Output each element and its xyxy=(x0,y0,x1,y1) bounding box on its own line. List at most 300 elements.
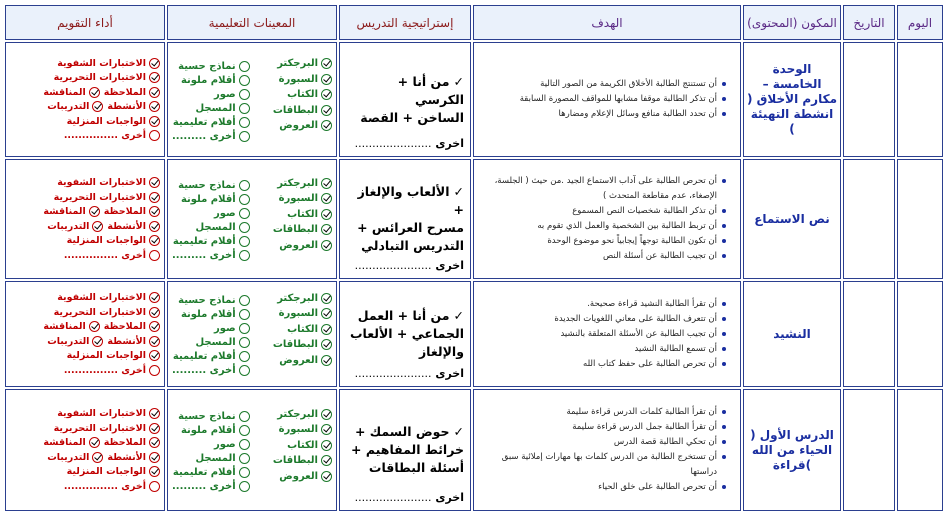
evaluation-label: الملاحظة xyxy=(103,86,146,98)
evaluation-label: أخرى ............... xyxy=(63,130,146,142)
evaluation-label: التدريبات xyxy=(47,451,90,463)
checked-circle-icon[interactable] xyxy=(321,105,332,116)
material-option[interactable] xyxy=(273,176,332,192)
strategy-line xyxy=(346,219,464,237)
checked-circle-icon[interactable] xyxy=(321,409,332,420)
material-label: أقلام ملونة xyxy=(180,74,236,86)
materials-cell xyxy=(167,42,337,157)
checked-circle-icon[interactable] xyxy=(321,471,332,482)
component-cell: النشيد xyxy=(743,281,841,387)
evaluation-line xyxy=(67,234,160,249)
goal-item: أن تربط الطالبة بين الشخصية والعمل الذي تقوم به xyxy=(478,219,726,234)
material-label: أقلام ملونة xyxy=(180,425,236,436)
checked-circle-icon[interactable] xyxy=(321,355,332,366)
evaluation-line xyxy=(54,305,160,320)
material-label: صور xyxy=(214,439,236,450)
material-option[interactable] xyxy=(273,291,332,307)
day-cell[interactable] xyxy=(897,42,943,157)
checked-circle-icon[interactable] xyxy=(321,240,332,251)
strategy-line xyxy=(346,423,464,441)
material-option[interactable] xyxy=(172,73,250,87)
checked-circle-icon[interactable] xyxy=(89,87,100,98)
evaluation-label: الاختبارات الشفوية xyxy=(57,408,146,420)
material-label: العروض xyxy=(279,470,318,482)
empty-circle-icon[interactable] xyxy=(239,236,250,247)
strategy-line-text: خرائط المفاهيم + xyxy=(351,442,464,457)
empty-circle-icon[interactable] xyxy=(239,439,250,450)
evaluation-label: التدريبات xyxy=(47,220,90,232)
empty-circle-icon[interactable] xyxy=(239,250,250,261)
material-option[interactable] xyxy=(172,249,250,263)
material-label: العروض xyxy=(279,354,318,366)
evaluation-label: الاختبارات التحريرية xyxy=(53,306,146,318)
evaluation-label: الاختبارات التحريرية xyxy=(53,422,146,434)
materials-cell xyxy=(167,389,337,511)
empty-circle-icon[interactable] xyxy=(239,89,250,100)
checked-circle-icon[interactable] xyxy=(321,120,332,131)
goal-item: أن تقرأ الطالبة جمل الدرس قراءة سليمة xyxy=(478,420,726,435)
goal-item: أن تذكر الطالبة موقفا مشابها للمواقف المصورة السابقة xyxy=(478,92,726,107)
check-icon: ✓ xyxy=(453,184,464,199)
material-option[interactable] xyxy=(273,438,332,454)
material-label: صور xyxy=(214,323,236,334)
strategy-other-dots: ...................... xyxy=(354,259,432,272)
evaluation-label: أخرى ............... xyxy=(63,364,146,376)
material-option[interactable] xyxy=(172,294,250,308)
empty-circle-icon[interactable] xyxy=(239,75,250,86)
checked-circle-icon[interactable] xyxy=(149,72,160,83)
checked-circle-icon[interactable] xyxy=(149,206,160,217)
evaluation-label: الأنشطة xyxy=(107,101,146,113)
material-option[interactable] xyxy=(273,87,332,103)
strategy-line xyxy=(346,325,464,343)
material-label: الكتاب xyxy=(287,439,318,451)
material-option[interactable] xyxy=(273,118,332,134)
material-option[interactable] xyxy=(172,350,250,364)
materials-unchecked-column xyxy=(172,291,250,378)
date-cell[interactable] xyxy=(843,159,895,279)
material-option[interactable] xyxy=(273,72,332,88)
evaluation-line xyxy=(57,56,160,71)
checked-circle-icon[interactable] xyxy=(321,440,332,451)
goal-item: أن تكون الطالبة توجهاً إيجابياً نحو موضوع الوحدة xyxy=(478,234,726,249)
header-evaluation: أداء التقويم xyxy=(5,5,165,40)
material-label: أخرى ......... xyxy=(172,481,236,492)
evaluation-label: أخرى ............... xyxy=(63,249,146,261)
material-label: الكتاب xyxy=(287,208,318,220)
checked-circle-icon[interactable] xyxy=(149,423,160,434)
material-option[interactable] xyxy=(172,59,250,73)
plan-row xyxy=(5,42,943,157)
strategy-line-text: الجماعي + الألعاب xyxy=(349,326,464,341)
day-cell[interactable] xyxy=(897,281,943,387)
material-label: أفلام تعليمية xyxy=(172,467,236,478)
material-label: أخرى ......... xyxy=(172,130,236,142)
material-label: الكتاب xyxy=(287,323,318,335)
strategy-cell xyxy=(339,42,471,157)
evaluation-line xyxy=(54,190,160,205)
checked-circle-icon[interactable] xyxy=(149,452,160,463)
checked-circle-icon[interactable] xyxy=(149,192,160,203)
goal-item: أن تستخرج الطالبة من الدرس كلمات بها مهارات إملائية سبق دراستها xyxy=(478,450,726,480)
materials-checked-column xyxy=(273,291,332,378)
checked-circle-icon[interactable] xyxy=(149,221,160,232)
checked-circle-icon[interactable] xyxy=(149,116,160,127)
evaluation-label: المناقشة xyxy=(43,437,86,449)
checked-circle-icon[interactable] xyxy=(92,101,103,112)
material-option[interactable] xyxy=(273,207,332,223)
material-option[interactable] xyxy=(172,452,250,466)
goal-item: ان تجيب الطالبة عن أسئلة النص xyxy=(478,249,726,264)
strategy-text xyxy=(346,73,464,127)
evaluation-line xyxy=(54,71,160,86)
material-option[interactable] xyxy=(172,235,250,249)
goal-item: أن تذكر الطالبة شخصيات النص المسموع xyxy=(478,204,726,219)
material-option[interactable] xyxy=(273,337,332,353)
header-day: اليوم xyxy=(897,5,943,40)
empty-circle-icon[interactable] xyxy=(239,61,250,72)
materials-checked-column xyxy=(273,176,332,263)
evaluation-line xyxy=(64,129,160,144)
evaluation-list xyxy=(10,291,160,378)
materials-unchecked-column xyxy=(172,56,250,143)
plan-row xyxy=(5,389,943,511)
checked-circle-icon[interactable] xyxy=(321,224,332,235)
checked-circle-icon[interactable] xyxy=(321,193,332,204)
goal-list xyxy=(478,77,736,122)
empty-circle-icon[interactable] xyxy=(239,103,250,114)
material-option[interactable] xyxy=(172,322,250,336)
checked-circle-icon[interactable] xyxy=(149,292,160,303)
material-label: أفلام تعليمية xyxy=(172,351,236,362)
evaluation-line xyxy=(47,334,160,349)
material-option[interactable] xyxy=(273,407,332,423)
material-option[interactable] xyxy=(273,353,332,369)
material-label: أقلام ملونة xyxy=(180,194,236,205)
checked-circle-icon[interactable] xyxy=(321,74,332,85)
material-label: السبورة xyxy=(278,424,318,436)
material-option[interactable] xyxy=(273,56,332,72)
evaluation-cell xyxy=(5,389,165,511)
material-label: البرجكتر xyxy=(277,58,318,70)
evaluation-line xyxy=(67,465,160,480)
date-cell[interactable] xyxy=(843,389,895,511)
material-option[interactable] xyxy=(172,410,250,424)
strategy-other-dots: ...................... xyxy=(354,367,432,380)
empty-circle-icon[interactable] xyxy=(239,337,250,348)
strategy-other[interactable] xyxy=(344,259,464,272)
strategy-line-text: الساخن + القصة xyxy=(360,109,464,125)
evaluation-line xyxy=(64,248,160,263)
strategy-line-text: والإلغاز xyxy=(418,344,464,359)
material-option[interactable] xyxy=(273,422,332,438)
evaluation-list xyxy=(10,407,160,494)
empty-circle-icon[interactable] xyxy=(149,250,160,261)
strategy-other[interactable] xyxy=(344,367,464,380)
component-cell: نص الاستماع xyxy=(743,159,841,279)
goal-item: أن تحدد الطالبة منافع وسائل الإعلام ومضارها xyxy=(478,107,726,122)
strategy-line-text: أسئلة البطاقات xyxy=(368,460,464,475)
checked-circle-icon[interactable] xyxy=(321,339,332,350)
goal-item: أن تجيب الطالبة عن الأسئلة المتعلقة بالنشيد xyxy=(478,327,726,342)
empty-circle-icon[interactable] xyxy=(239,194,250,205)
evaluation-label: الواجبات المنزلية xyxy=(66,115,146,127)
strategy-line-text: من أنا + الكرسي xyxy=(397,73,464,107)
strategy-line xyxy=(346,459,464,477)
checked-circle-icon[interactable] xyxy=(149,235,160,246)
goal-list xyxy=(478,174,736,264)
material-option[interactable] xyxy=(172,179,250,193)
material-option[interactable] xyxy=(172,129,250,143)
material-option[interactable] xyxy=(172,480,250,494)
checked-circle-icon[interactable] xyxy=(149,336,160,347)
empty-circle-icon[interactable] xyxy=(239,131,250,142)
header-row xyxy=(5,5,943,40)
empty-circle-icon[interactable] xyxy=(239,365,250,376)
empty-circle-icon[interactable] xyxy=(239,222,250,233)
material-option[interactable] xyxy=(273,322,332,338)
strategy-text xyxy=(346,423,464,477)
checked-circle-icon[interactable] xyxy=(149,87,160,98)
evaluation-label: الاختبارات الشفوية xyxy=(57,57,146,69)
goal-item: أن تحرص الطالبة على آداب الاستماع الجيد .من حيث ( الجلسة، الإصغاء، عدم مقاطعة المتحدث ) xyxy=(478,174,726,204)
strategy-cell xyxy=(339,281,471,387)
materials-unchecked-column xyxy=(172,176,250,263)
goal-cell xyxy=(473,389,741,511)
material-option[interactable] xyxy=(273,453,332,469)
evaluation-label: الملاحظة xyxy=(103,437,146,449)
evaluation-list xyxy=(10,56,160,143)
evaluation-label: الواجبات المنزلية xyxy=(66,350,146,362)
material-label: المسجل xyxy=(195,453,236,464)
strategy-line-text: حوض السمك + xyxy=(354,424,450,439)
material-option[interactable] xyxy=(172,424,250,438)
empty-circle-icon[interactable] xyxy=(239,453,250,464)
checked-circle-icon[interactable] xyxy=(149,321,160,332)
goal-item: أن تقرأ الطالبة كلمات الدرس قراءة سليمة xyxy=(478,405,726,420)
material-label: السبورة xyxy=(278,308,318,320)
plan-row xyxy=(5,281,943,387)
checked-circle-icon[interactable] xyxy=(321,308,332,319)
component-cell: الوحدة الخامسة – مكارم الأخلاق ( انشطة التهيئة ) xyxy=(743,42,841,157)
evaluation-line xyxy=(57,407,160,422)
materials-cell xyxy=(167,281,337,387)
checked-circle-icon[interactable] xyxy=(89,321,100,332)
checked-circle-icon[interactable] xyxy=(321,58,332,69)
evaluation-cell xyxy=(5,42,165,157)
evaluation-label: الواجبات المنزلية xyxy=(66,235,146,247)
check-icon: ✓ xyxy=(453,73,464,89)
check-icon: ✓ xyxy=(453,424,464,439)
evaluation-line xyxy=(47,219,160,234)
material-option[interactable] xyxy=(172,364,250,378)
goal-list xyxy=(478,405,736,495)
material-option[interactable] xyxy=(273,238,332,254)
empty-circle-icon[interactable] xyxy=(239,117,250,128)
empty-circle-icon[interactable] xyxy=(239,351,250,362)
evaluation-list xyxy=(10,176,160,263)
material-option[interactable] xyxy=(172,466,250,480)
empty-circle-icon[interactable] xyxy=(239,481,250,492)
evaluation-label: المناقشة xyxy=(43,206,86,218)
material-option[interactable] xyxy=(172,193,250,207)
day-cell[interactable] xyxy=(897,389,943,511)
evaluation-line xyxy=(47,450,160,465)
date-cell[interactable] xyxy=(843,281,895,387)
evaluation-line xyxy=(67,114,160,129)
checked-circle-icon[interactable] xyxy=(321,324,332,335)
empty-circle-icon[interactable] xyxy=(239,467,250,478)
goal-item: أن تسمع الطالبة النشيد xyxy=(478,342,726,357)
header-materials: المعينات التعليمية xyxy=(167,5,337,40)
material-option[interactable] xyxy=(172,101,250,115)
evaluation-line xyxy=(64,363,160,378)
material-option[interactable] xyxy=(172,87,250,101)
goal-item: أن تحرص الطالبة على خلق الحياء xyxy=(478,480,726,495)
strategy-line xyxy=(346,109,464,127)
strategy-line-text: الألعاب والإلغاز + xyxy=(357,184,464,217)
evaluation-label: التدريبات xyxy=(47,335,90,347)
check-icon: ✓ xyxy=(453,308,464,323)
material-label: أفلام تعليمية xyxy=(172,116,236,128)
day-cell[interactable] xyxy=(897,159,943,279)
material-label: أفلام تعليمية xyxy=(172,236,236,247)
material-label: أخرى ......... xyxy=(172,250,236,261)
evaluation-cell xyxy=(5,281,165,387)
evaluation-label: المناقشة xyxy=(43,86,86,98)
material-label: البطاقات xyxy=(272,104,318,116)
component-cell: الدرس الأول ( الحياء من الله )قراءة xyxy=(743,389,841,511)
materials-cell xyxy=(167,159,337,279)
material-label: البرجكتر xyxy=(277,408,318,420)
checked-circle-icon[interactable] xyxy=(92,452,103,463)
empty-circle-icon[interactable] xyxy=(239,208,250,219)
plan-row xyxy=(5,159,943,279)
checked-circle-icon[interactable] xyxy=(149,307,160,318)
evaluation-line xyxy=(57,291,160,306)
evaluation-line xyxy=(43,205,160,220)
empty-circle-icon[interactable] xyxy=(149,130,160,141)
empty-circle-icon[interactable] xyxy=(239,425,250,436)
checked-circle-icon[interactable] xyxy=(321,89,332,100)
evaluation-label: المناقشة xyxy=(43,321,86,333)
strategy-line-text: التدريس التبادلي xyxy=(361,238,464,253)
material-option[interactable] xyxy=(172,336,250,350)
strategy-text xyxy=(346,307,464,361)
checked-circle-icon[interactable] xyxy=(149,408,160,419)
material-option[interactable] xyxy=(273,469,332,485)
goal-item: أن تتعرف الطالبة على معاني اللغويات الجديدة xyxy=(478,312,726,327)
strategy-other[interactable] xyxy=(344,137,464,150)
empty-circle-icon[interactable] xyxy=(239,309,250,320)
evaluation-line xyxy=(57,176,160,191)
strategy-line xyxy=(346,183,464,219)
goal-cell xyxy=(473,159,741,279)
material-label: المسجل xyxy=(195,337,236,348)
evaluation-label: الاختبارات التحريرية xyxy=(53,191,146,203)
evaluation-cell xyxy=(5,159,165,279)
empty-circle-icon[interactable] xyxy=(239,323,250,334)
checked-circle-icon[interactable] xyxy=(92,336,103,347)
evaluation-label: الملاحظة xyxy=(103,206,146,218)
checked-circle-icon[interactable] xyxy=(321,424,332,435)
strategy-other-label: اخرى xyxy=(435,259,464,272)
lesson-plan-sheet xyxy=(4,3,945,504)
materials-checked-column xyxy=(273,407,332,494)
evaluation-line xyxy=(64,479,160,494)
checked-circle-icon[interactable] xyxy=(89,206,100,217)
material-option[interactable] xyxy=(273,191,332,207)
header-date: التاريخ xyxy=(843,5,895,40)
date-cell[interactable] xyxy=(843,42,895,157)
material-label: البطاقات xyxy=(272,224,318,236)
material-option[interactable] xyxy=(273,103,332,119)
checked-circle-icon[interactable] xyxy=(149,466,160,477)
material-option[interactable] xyxy=(172,207,250,221)
evaluation-label: الاختبارات الشفوية xyxy=(57,292,146,304)
empty-circle-icon[interactable] xyxy=(149,481,160,492)
material-label: أخرى ......... xyxy=(172,365,236,376)
checked-circle-icon[interactable] xyxy=(92,221,103,232)
strategy-line xyxy=(346,343,464,361)
material-option[interactable] xyxy=(172,115,250,129)
goal-list xyxy=(478,297,736,372)
evaluation-label: الاختبارات التحريرية xyxy=(53,72,146,84)
evaluation-line xyxy=(43,85,160,100)
strategy-line-text: من أنا + العمل xyxy=(357,308,450,323)
header-component: المكون (المحتوى) xyxy=(743,5,841,40)
material-option[interactable] xyxy=(172,308,250,322)
checked-circle-icon[interactable] xyxy=(149,350,160,361)
checked-circle-icon[interactable] xyxy=(321,178,332,189)
checked-circle-icon[interactable] xyxy=(149,101,160,112)
checked-circle-icon[interactable] xyxy=(321,209,332,220)
strategy-line xyxy=(346,237,464,255)
strategy-line xyxy=(346,441,464,459)
material-option[interactable] xyxy=(172,221,250,235)
strategy-line-text: مسرح العرائس + xyxy=(357,220,464,235)
checked-circle-icon[interactable] xyxy=(149,437,160,448)
material-label: السبورة xyxy=(278,193,318,205)
evaluation-label: أخرى ............... xyxy=(63,480,146,492)
material-label: المسجل xyxy=(195,102,236,114)
empty-circle-icon[interactable] xyxy=(149,365,160,376)
header-strategy: إستراتيجية التدريس xyxy=(339,5,471,40)
evaluation-line xyxy=(67,349,160,364)
material-label: البرجكتر xyxy=(277,292,318,304)
goal-item: أن تستنتج الطالبة الأخلاق الكريمة من الصور التالية xyxy=(478,77,726,92)
checked-circle-icon[interactable] xyxy=(149,58,160,69)
checked-circle-icon[interactable] xyxy=(89,437,100,448)
evaluation-line xyxy=(47,100,160,115)
empty-circle-icon[interactable] xyxy=(239,295,250,306)
strategy-other[interactable] xyxy=(344,491,464,504)
empty-circle-icon[interactable] xyxy=(239,180,250,191)
material-label: المسجل xyxy=(195,222,236,233)
material-option[interactable] xyxy=(273,306,332,322)
evaluation-label: الملاحظة xyxy=(103,321,146,333)
checked-circle-icon[interactable] xyxy=(321,293,332,304)
empty-circle-icon[interactable] xyxy=(239,411,250,422)
evaluation-label: التدريبات xyxy=(47,101,90,113)
checked-circle-icon[interactable] xyxy=(321,455,332,466)
header-goal: الهدف xyxy=(473,5,741,40)
material-option[interactable] xyxy=(172,438,250,452)
checked-circle-icon[interactable] xyxy=(149,177,160,188)
material-label: صور xyxy=(214,208,236,219)
material-option[interactable] xyxy=(273,222,332,238)
strategy-cell xyxy=(339,159,471,279)
